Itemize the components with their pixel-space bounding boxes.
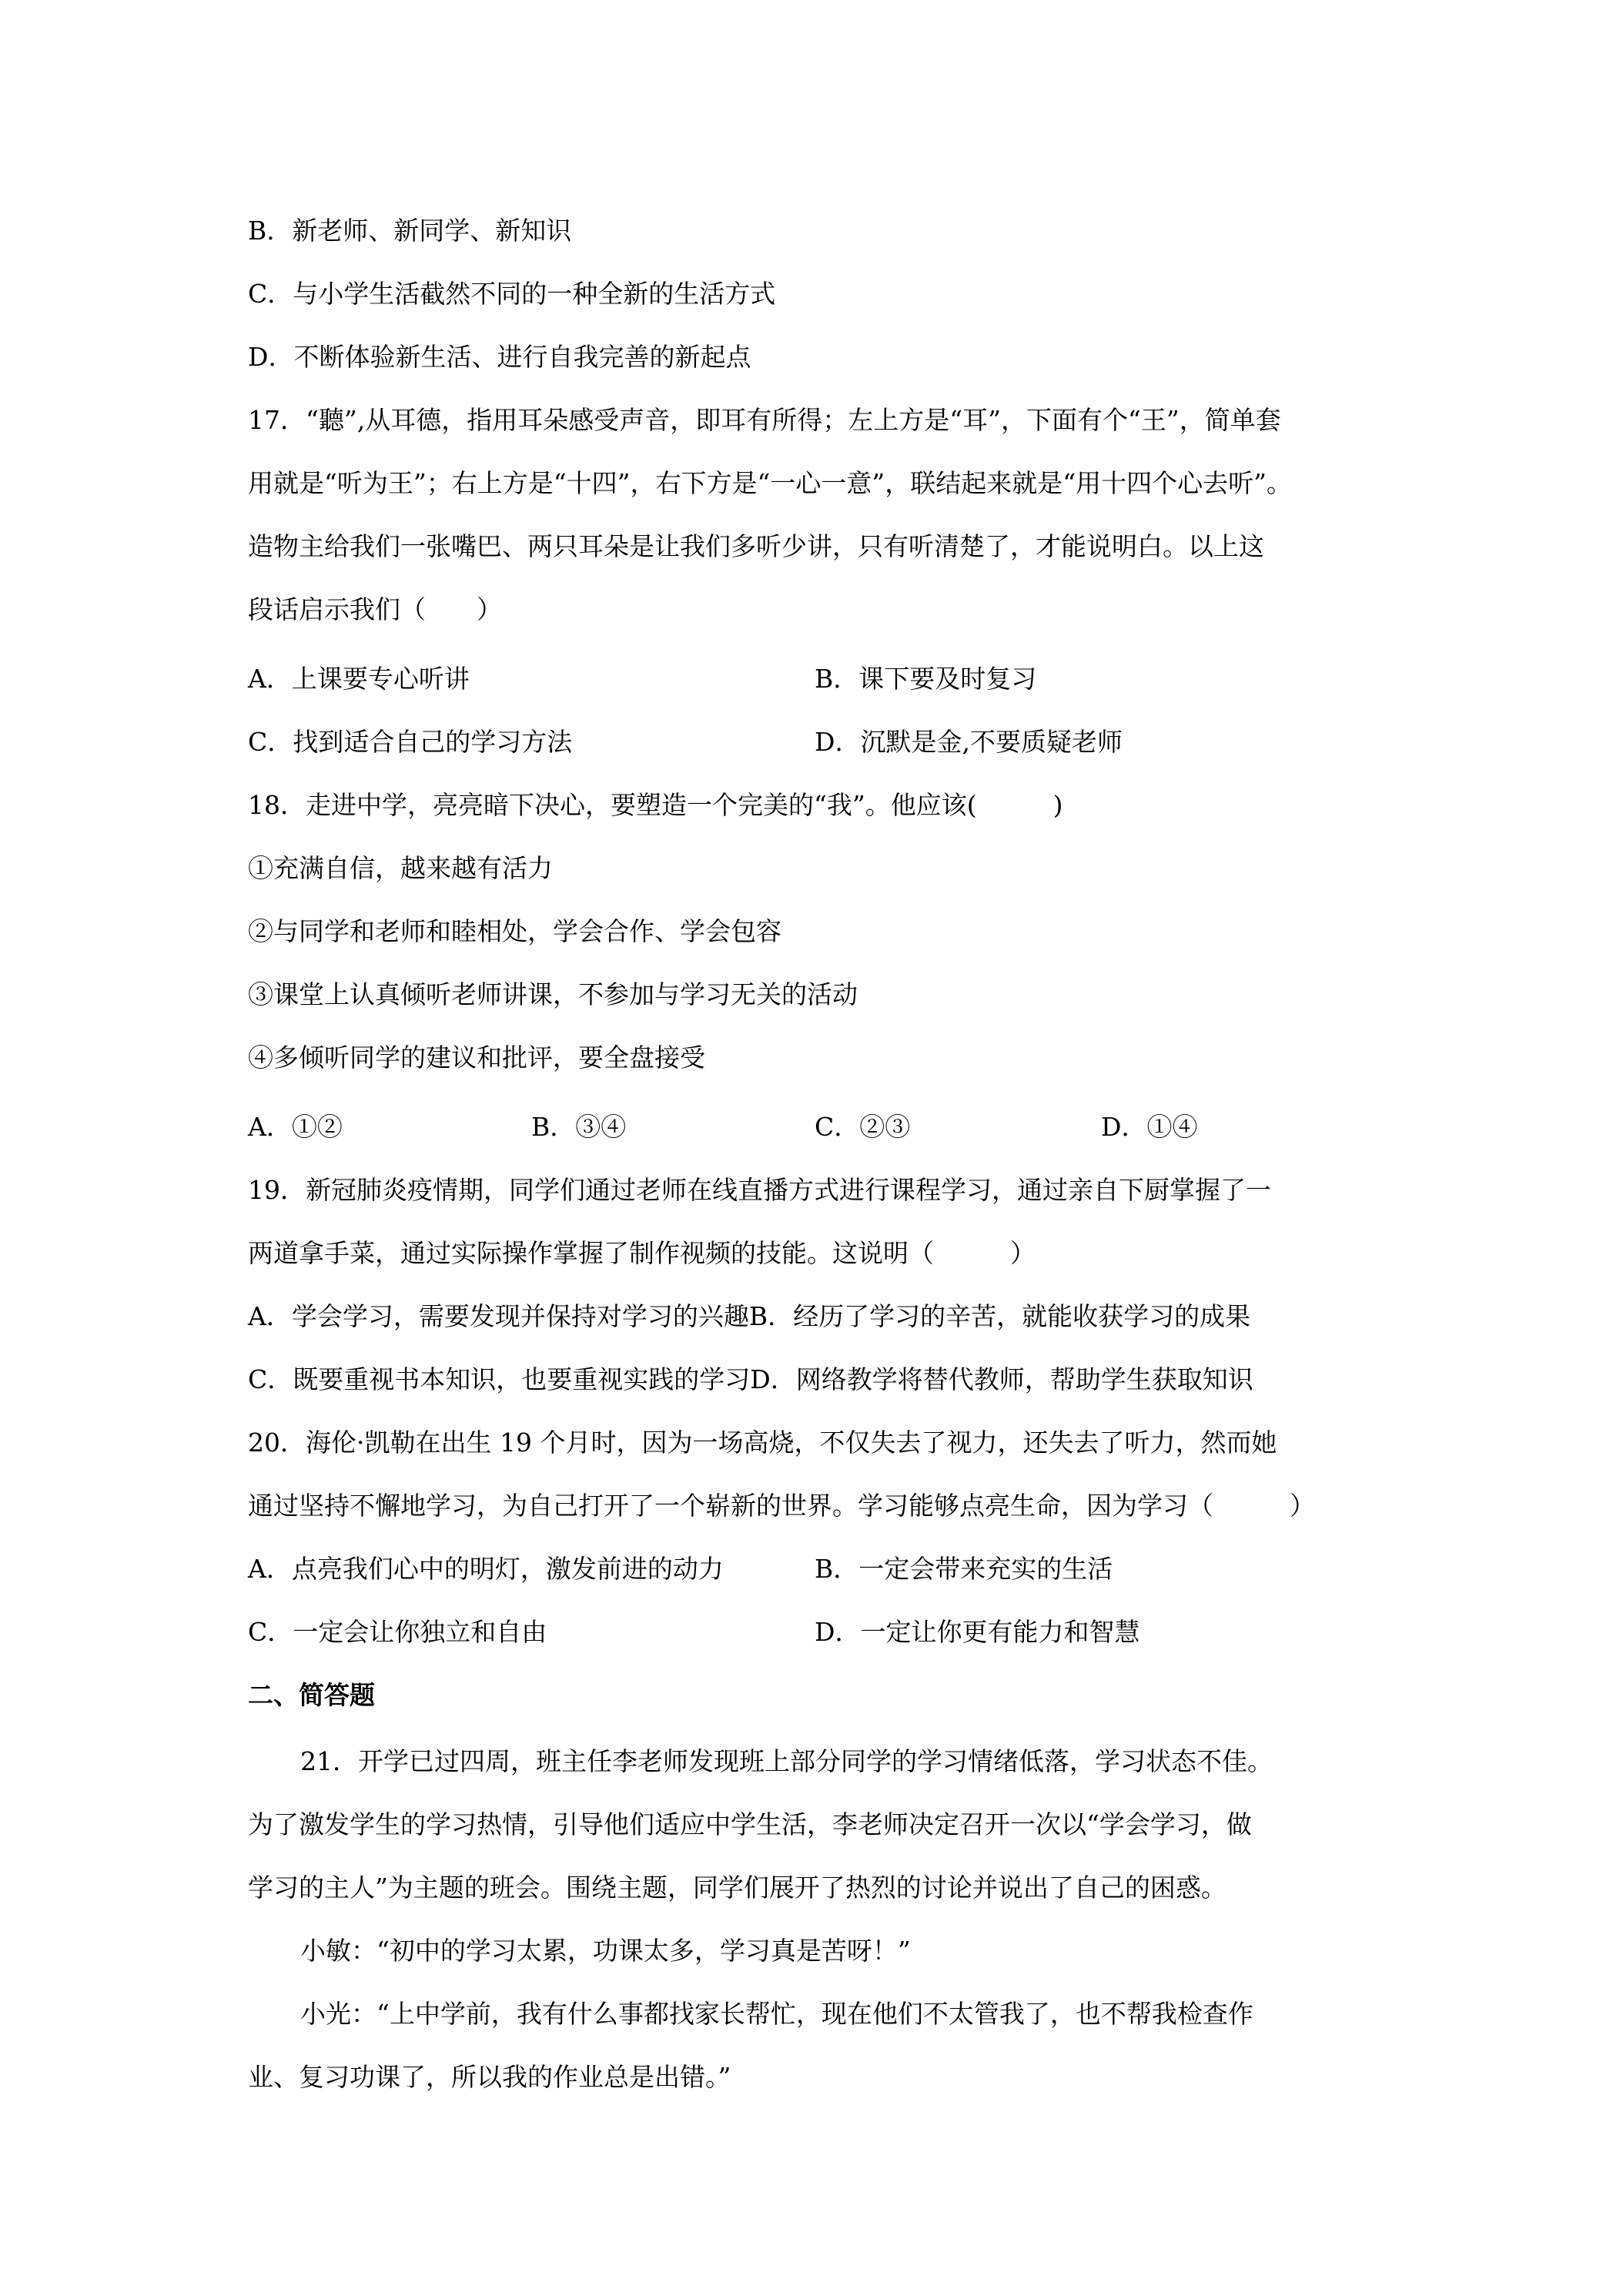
q17-stem-line-4: 段话启示我们（ ） <box>248 594 502 624</box>
q17-option-c: C．找到适合自己的学习方法 <box>248 727 573 757</box>
section-heading: 二、简答题 <box>248 1680 375 1710</box>
q17-stem-line-2: 用就是“听为王”；右上方是“十四”，右下方是“一心一意”，联结起来就是“用十四个心去听”。 <box>248 468 1292 498</box>
q21-line-3: 学习的主人”为主题的班会。围绕主题，同学们展开了热烈的讨论并说出了自己的困惑。 <box>248 1873 1226 1903</box>
q21-line-1: 21．开学已过四周，班主任李老师发现班上部分同学的学习情绪低落，学习状态不佳。 <box>300 1746 1273 1776</box>
q17-stem-line-1: 17．“聽”,从耳德，指用耳朵感受声音，即耳有所得；左上方是“耳”，下面有个“王”，简单套 <box>248 405 1281 435</box>
q21-line-4: 小敏：“初中的学习太累，功课太多，学习真是苦呀！” <box>300 1936 911 1966</box>
q18-option-c: C．②③ <box>815 1112 911 1142</box>
q18-option-d: D．①④ <box>1101 1112 1198 1142</box>
q18-item-4: ④多倾听同学的建议和批评，要全盘接受 <box>248 1043 705 1073</box>
q20-option-b: B．一定会带来充实的生活 <box>815 1554 1113 1584</box>
q17-stem-line-3: 造物主给我们一张嘴巴、两只耳朵是让我们多听少讲，只有听清楚了，才能说明白。以上这 <box>248 531 1264 561</box>
q16-option-d: D．不断体验新生活、进行自我完善的新起点 <box>248 342 751 372</box>
q19-options-ab: A．学会学习，需要发现并保持对学习的兴趣B．经历了学习的辛苦，就能收获学习的成果 <box>248 1301 1251 1331</box>
q18-option-a: A．①② <box>248 1112 343 1142</box>
q20-option-d: D．一定让你更有能力和智慧 <box>815 1617 1140 1647</box>
q18-item-1: ①充满自信，越来越有活力 <box>248 853 553 883</box>
q20-stem-line-1: 20．海伦·凯勒在出生 19 个月时，因为一场高烧，不仅失去了视力，还失去了听力，然而她 <box>248 1427 1277 1458</box>
q18-item-2: ②与同学和老师和睦相处，学会合作、学会包容 <box>248 916 781 946</box>
q20-stem-line-2: 通过坚持不懈地学习，为自己打开了一个崭新的世界。学习能够点亮生命，因为学习（ ） <box>248 1491 1315 1521</box>
q16-option-c: C．与小学生活截然不同的一种全新的生活方式 <box>248 279 776 309</box>
q19-stem-line-2: 两道拿手菜，通过实际操作掌握了制作视频的技能。这说明（ ） <box>248 1238 1036 1268</box>
q18-stem: 18．走进中学，亮亮暗下决心，要塑造一个完美的“我”。他应该( ) <box>248 790 1063 820</box>
q21-line-2: 为了激发学生的学习热情，引导他们适应中学生活，李老师决定召开一次以“学会学习，做 <box>248 1809 1252 1839</box>
q21-line-5: 小光：“上中学前，我有什么事都找家长帮忙，现在他们不太管我了，也不帮我检查作 <box>300 1999 1253 2029</box>
q17-option-a: A．上课要专心听讲 <box>248 664 470 694</box>
q17-option-b: B．课下要及时复习 <box>815 664 1037 694</box>
q20-option-a: A．点亮我们心中的明灯，激发前进的动力 <box>248 1554 724 1584</box>
q19-options-cd: C．既要重视书本知识，也要重视实践的学习D．网络教学将替代教师，帮助学生获取知识 <box>248 1364 1253 1394</box>
q18-option-b: B．③④ <box>531 1112 627 1142</box>
q20-option-c: C．一定会让你独立和自由 <box>248 1617 547 1647</box>
q19-stem-line-1: 19．新冠肺炎疫情期，同学们通过老师在线直播方式进行课程学习，通过亲自下厨掌握了一 <box>248 1175 1271 1205</box>
q17-option-d: D．沉默是金,不要质疑老师 <box>815 727 1123 757</box>
q21-line-6: 业、复习功课了，所以我的作业总是出错。” <box>248 2062 731 2092</box>
q18-item-3: ③课堂上认真倾听老师讲课，不参加与学习无关的活动 <box>248 979 858 1009</box>
q16-option-b: B．新老师、新同学、新知识 <box>248 216 572 246</box>
